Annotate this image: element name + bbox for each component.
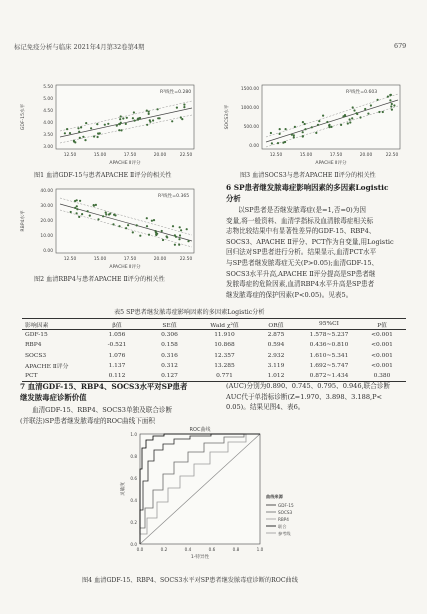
scatter-point xyxy=(133,111,135,113)
scatter-point xyxy=(294,126,296,128)
svg-text:0.4: 0.4 xyxy=(184,547,192,552)
scatter-point xyxy=(119,118,121,120)
scatter-point xyxy=(146,225,148,227)
scatter-point xyxy=(113,214,115,216)
scatter-point xyxy=(139,235,141,237)
fig2-yticks xyxy=(40,188,53,254)
scatter-point xyxy=(125,123,127,125)
scatter-point xyxy=(93,135,95,137)
scatter-point xyxy=(302,131,304,133)
scatter-point xyxy=(149,121,151,123)
scatter-point xyxy=(179,226,181,228)
svg-text:5.50: 5.50 xyxy=(43,85,53,90)
scatter-point xyxy=(186,228,188,230)
scatter-point xyxy=(277,142,279,144)
svg-text:0.00: 0.00 xyxy=(249,144,259,149)
scatter-point xyxy=(387,96,389,98)
fig2-xlabel: APACHE Ⅱ评分 xyxy=(109,265,141,270)
svg-text:参考线: 参考线 xyxy=(278,531,291,536)
scatter-point xyxy=(311,126,313,128)
scatter-point xyxy=(70,211,72,213)
scatter-point xyxy=(271,142,273,144)
scatter-point xyxy=(90,127,92,129)
scatter-point xyxy=(304,123,306,125)
scatter-point xyxy=(116,125,118,127)
scatter-point xyxy=(178,238,180,240)
fig1-r2: R²线性=0.280 xyxy=(160,90,192,95)
scatter-point xyxy=(152,119,154,121)
scatter-point xyxy=(181,118,183,120)
fig1-caption: 图1 血清GDF-15与患者APACHE Ⅱ评分的相关性 xyxy=(34,172,172,179)
scatter-point xyxy=(349,121,351,123)
scatter-point xyxy=(340,124,342,126)
fig4-xticks xyxy=(137,547,264,552)
svg-text:17.50: 17.50 xyxy=(329,153,343,158)
scatter-point xyxy=(66,128,68,130)
section6-paragraph: 以SP患者是否继发脓毒症(是=1,否=0)为因 变量,将一般资料、血清学指标及血清脓毒症相关标 志物比较结果中有显著性差异的GDF-15、RBP4、 SOCS3、APACHE Ⅱ评分、PCT作为自变量,用Logistic 回归法对SP患者进行分析。结果显示,血清PCT水平 与SP患者继发脓毒症无关(P>0.05);血清GDF-15、 SOCS3水平升高,APACHE Ⅱ评分提高是SP患者继 发脓毒症的危险因素,血清RBP4水平升高是SP患者 继发脓毒症的保护因素(P<0.05)。见表5。 xyxy=(226,206,394,299)
svg-text:17.50: 17.50 xyxy=(123,257,137,262)
scatter-point xyxy=(352,106,354,108)
section6-heading-1: 6 SP患者继发脓毒症影响因素的多因素Logistic xyxy=(226,183,389,192)
svg-text:0.2: 0.2 xyxy=(130,520,137,525)
scatter-point xyxy=(82,136,84,138)
scatter-point xyxy=(162,239,164,241)
scatter-point xyxy=(389,94,391,96)
scatter-point xyxy=(125,227,127,229)
scatter-point xyxy=(166,235,168,237)
svg-text:0.8: 0.8 xyxy=(130,454,137,459)
scatter-point xyxy=(364,108,366,110)
fig2-r2: R²线性=0.365 xyxy=(158,194,190,199)
scatter-point xyxy=(183,104,185,106)
svg-text:12.50: 12.50 xyxy=(63,153,77,158)
scatter-point xyxy=(293,136,295,138)
svg-text:SOCS3: SOCS3 xyxy=(278,510,293,515)
scatter-point xyxy=(76,205,78,207)
scatter-point xyxy=(109,213,111,215)
scatter-point xyxy=(367,113,369,115)
scatter-point xyxy=(157,108,159,110)
scatter-point xyxy=(148,111,150,113)
svg-text:1.0: 1.0 xyxy=(130,432,137,437)
svg-text:0.2: 0.2 xyxy=(160,547,168,552)
scatter-point xyxy=(97,136,99,138)
scatter-point xyxy=(176,107,178,109)
scatter-point xyxy=(174,244,176,246)
scatter-point xyxy=(93,205,95,207)
scatter-point xyxy=(315,132,317,134)
table5-title: 表5 SP患者继发脓毒症影响因素的多因素Logistic分析 xyxy=(114,309,265,316)
scatter-point xyxy=(279,128,281,130)
table5-header-row: 影响因素 β值 SE值 Wald χ²值 OR值 95%CI P值 xyxy=(22,319,406,330)
svg-text:0.00: 0.00 xyxy=(43,249,53,254)
fig3-yticks xyxy=(241,86,259,149)
scatter-point xyxy=(81,213,83,215)
scatter-point xyxy=(79,200,81,202)
svg-text:15.00: 15.00 xyxy=(299,153,313,158)
scatter-point xyxy=(96,123,98,125)
scatter-point xyxy=(359,116,361,118)
scatter-point xyxy=(155,234,157,236)
scatter-point xyxy=(85,122,87,124)
svg-text:22.50: 22.50 xyxy=(179,257,193,262)
scatter-point xyxy=(76,208,78,210)
svg-text:曲线来源: 曲线来源 xyxy=(266,494,283,499)
svg-text:0.0: 0.0 xyxy=(130,542,137,547)
scatter-point xyxy=(118,129,120,131)
svg-text:5.00: 5.00 xyxy=(43,97,53,102)
fig4-caption: 图4 血清GDF-15、RBP4、SOCS3水平对SP患者继发脓毒症诊断的ROC曲线 xyxy=(82,577,298,584)
svg-text:3.00: 3.00 xyxy=(43,145,53,150)
scatter-point xyxy=(112,223,114,225)
fig4-title: ROC曲线 xyxy=(189,427,211,433)
scatter-point xyxy=(382,111,384,113)
scatter-point xyxy=(302,135,304,137)
table-row: APACHE Ⅱ评分 1.137 0.312 13.285 3.119 1.692~5.747 <0.001 xyxy=(25,362,393,371)
fig3-scatter xyxy=(222,82,410,166)
scatter-point xyxy=(328,126,330,128)
scatter-point xyxy=(87,210,89,212)
fig3-r2: R²线性=0.603 xyxy=(346,90,378,95)
scatter-point xyxy=(328,124,330,126)
scatter-point xyxy=(178,244,180,246)
svg-text:0.6: 0.6 xyxy=(130,476,137,481)
fig2-caption: 图2 血清RBP4与患者APACHE Ⅱ评分的相关性 xyxy=(34,276,165,283)
fig2-scatter xyxy=(18,186,206,270)
svg-text:22.50: 22.50 xyxy=(179,153,193,158)
svg-text:1500.00: 1500.00 xyxy=(240,87,259,92)
scatter-point xyxy=(120,129,122,131)
scatter-point xyxy=(356,112,358,114)
scatter-point xyxy=(187,240,189,242)
scatter-point xyxy=(126,117,128,119)
scatter-point xyxy=(146,124,148,126)
scatter-point xyxy=(74,141,76,143)
scatter-point xyxy=(183,106,185,108)
svg-text:RBP4: RBP4 xyxy=(278,517,289,522)
fig1-yticks xyxy=(43,84,53,150)
scatter-point xyxy=(389,99,391,101)
fig3-xticks xyxy=(270,152,399,158)
fig3-caption: 图3 血清SOCS3与患者APACHE Ⅱ评分的相关性 xyxy=(240,172,376,179)
scatter-point xyxy=(74,207,76,209)
scatter-point xyxy=(370,104,372,106)
fig4-xlabel: 1-特异性 xyxy=(190,555,210,560)
svg-text:1000.00: 1000.00 xyxy=(240,106,259,111)
scatter-point xyxy=(148,113,150,115)
scatter-point xyxy=(153,219,155,221)
scatter-point xyxy=(322,115,324,117)
svg-text:10.00: 10.00 xyxy=(40,234,53,239)
scatter-point xyxy=(105,213,107,215)
section6-heading-2: 分析 xyxy=(226,194,241,203)
svg-text:22.50: 22.50 xyxy=(385,153,399,158)
scatter-point xyxy=(155,230,157,232)
svg-text:30.00: 30.00 xyxy=(40,204,53,209)
svg-text:20.00: 20.00 xyxy=(359,153,373,158)
scatter-point xyxy=(69,132,71,134)
scatter-point xyxy=(353,109,355,111)
table-row: GDF-15 1.056 0.306 11.910 2.875 1.578~5.237 <0.001 xyxy=(25,332,393,339)
scatter-point xyxy=(351,117,353,119)
scatter-point xyxy=(104,124,106,126)
scatter-point xyxy=(84,139,86,141)
scatter-point xyxy=(148,234,150,236)
scatter-point xyxy=(137,119,139,121)
scatter-point xyxy=(180,229,182,231)
scatter-point xyxy=(78,216,80,218)
scatter-point xyxy=(97,132,99,134)
scatter-point xyxy=(279,133,281,135)
scatter-point xyxy=(285,128,287,130)
fig4-roc xyxy=(116,424,316,566)
scatter-point xyxy=(179,234,181,236)
svg-text:0.4: 0.4 xyxy=(130,498,137,503)
table-row: PCT 0.112 0.127 0.771 1.012 0.872~1.434 0.380 xyxy=(22,371,406,382)
svg-text:3.50: 3.50 xyxy=(43,133,53,138)
scatter-point xyxy=(102,215,104,217)
svg-text:0.8: 0.8 xyxy=(232,547,240,552)
section7-heading-2: 继发脓毒症诊断价值 xyxy=(20,393,87,402)
scatter-point xyxy=(270,132,272,134)
scatter-point xyxy=(80,126,82,128)
fig1-scatter xyxy=(18,82,206,166)
svg-text:1.0: 1.0 xyxy=(256,547,264,552)
scatter-point xyxy=(120,122,122,124)
scatter-point xyxy=(171,120,173,122)
scatter-point xyxy=(78,131,80,133)
scatter-point xyxy=(317,124,319,126)
svg-text:20.00: 20.00 xyxy=(153,257,167,262)
scatter-point xyxy=(304,128,306,130)
section7-heading-1: 7 血清GDF-15、RBP4、SOCS3水平对SP患者 xyxy=(20,382,188,391)
fig2-xticks xyxy=(64,256,193,262)
running-header: 标记免疫分析与临床 2021年4月第32卷第4期 xyxy=(14,43,145,51)
scatter-point xyxy=(378,111,380,113)
svg-text:500.00: 500.00 xyxy=(243,125,259,130)
fig3-ylabel: SOCS3水平 xyxy=(225,104,230,130)
scatter-point xyxy=(76,199,78,201)
scatter-point xyxy=(377,99,379,101)
scatter-point xyxy=(391,103,393,105)
fig1-xlabel: APACHE Ⅱ评分 xyxy=(109,161,141,166)
scatter-point xyxy=(330,126,332,128)
scatter-point xyxy=(64,132,66,134)
svg-text:0.6: 0.6 xyxy=(208,547,216,552)
fig4-legend xyxy=(266,493,294,537)
scatter-point xyxy=(391,109,393,111)
scatter-point xyxy=(105,211,107,213)
scatter-point xyxy=(122,117,124,119)
fig3-xlabel: APACHE Ⅱ评分 xyxy=(315,161,347,166)
svg-text:联合: 联合 xyxy=(278,524,287,529)
fig2-ylabel: RBP4水平 xyxy=(21,210,26,232)
table5 xyxy=(22,318,406,382)
scatter-point xyxy=(302,121,304,123)
scatter-point xyxy=(390,105,392,107)
scatter-point xyxy=(132,117,134,119)
scatter-point xyxy=(127,224,129,226)
svg-text:4.50: 4.50 xyxy=(43,109,53,114)
fig1-ylabel: GDF-15水平 xyxy=(21,103,26,131)
scatter-point xyxy=(120,115,122,117)
scatter-point xyxy=(132,231,134,233)
scatter-point xyxy=(291,134,293,136)
section7-right-text: (AUC)分别为0.890、0.745、0.795、0.946,联合诊断 AUC代于单指标诊断(Z=1.970、3.898、3.188,P< 0.05)。结果见图4、表6。 xyxy=(226,382,391,412)
scatter-point xyxy=(146,217,148,219)
svg-text:20.00: 20.00 xyxy=(153,153,167,158)
page-number: 679 xyxy=(394,42,407,50)
scatter-point xyxy=(161,230,163,232)
scatter-point xyxy=(157,117,159,119)
scatter-point xyxy=(107,123,109,125)
scatter-point xyxy=(344,115,346,117)
svg-text:15.00: 15.00 xyxy=(93,257,107,262)
scatter-point xyxy=(118,225,120,227)
scatter-point xyxy=(136,224,138,226)
svg-text:4.00: 4.00 xyxy=(43,121,53,126)
scatter-point xyxy=(172,225,174,227)
scatter-point xyxy=(97,218,99,220)
scatter-point xyxy=(293,134,295,136)
svg-text:0.0: 0.0 xyxy=(136,547,144,552)
table-row: SOCS3 1.076 0.316 12.357 2.932 1.610~5.341 <0.001 xyxy=(25,352,393,359)
scatter-point xyxy=(95,204,97,206)
scatter-point xyxy=(79,137,81,139)
scatter-point xyxy=(146,110,148,112)
fig1-xticks xyxy=(64,152,193,158)
fig3-plot-area xyxy=(262,85,400,149)
scatter-point xyxy=(174,234,176,236)
scatter-point xyxy=(393,104,395,106)
table-row: RBP4 -0.521 0.158 10.868 0.594 0.436~0.810 <0.001 xyxy=(25,342,393,349)
scatter-point xyxy=(180,116,182,118)
svg-text:12.50: 12.50 xyxy=(269,153,283,158)
svg-text:17.50: 17.50 xyxy=(123,153,137,158)
scatter-point xyxy=(89,215,91,217)
scatter-point xyxy=(76,212,78,214)
svg-text:20.00: 20.00 xyxy=(40,219,53,224)
svg-text:12.50: 12.50 xyxy=(63,257,77,262)
scatter-point xyxy=(326,121,328,123)
scatter-point xyxy=(349,118,351,120)
svg-text:GDF-15: GDF-15 xyxy=(278,503,294,508)
scatter-point xyxy=(284,141,286,143)
scatter-point xyxy=(347,122,349,124)
svg-text:40.00: 40.00 xyxy=(40,189,53,194)
fig4-ylabel: 灵敏度 xyxy=(121,482,126,496)
scatter-point xyxy=(151,220,153,222)
scatter-point xyxy=(77,127,79,129)
svg-text:15.00: 15.00 xyxy=(93,153,107,158)
section7-left-text: 血清GDF-15、RBP4、SOCS3单独及联合诊断 (并联法)SP患者继发脓毒症的ROC曲线下面积 xyxy=(20,406,173,425)
scatter-point xyxy=(134,120,136,122)
scatter-point xyxy=(139,117,141,119)
scatter-point xyxy=(318,120,320,122)
fig4-yticks xyxy=(130,432,137,547)
